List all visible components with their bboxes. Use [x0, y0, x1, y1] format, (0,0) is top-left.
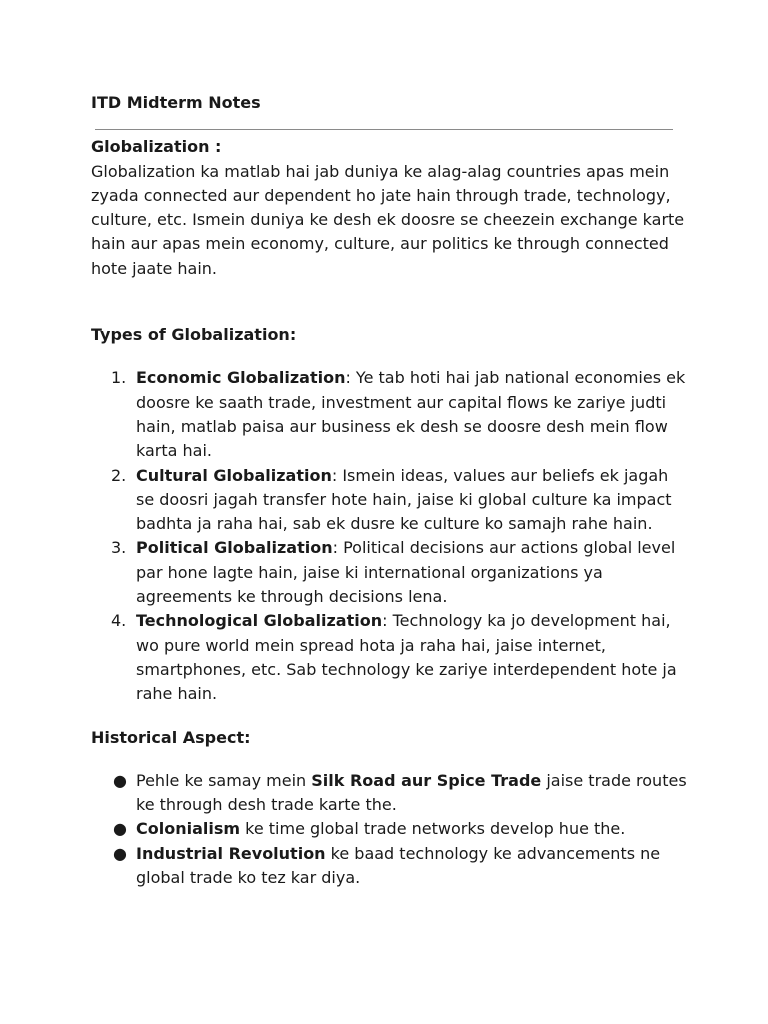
list-number: 2. [111, 465, 127, 485]
types-heading: Types of Globalization: [91, 325, 297, 345]
bullet-icon: ● [113, 770, 127, 790]
list-item [91, 817, 691, 841]
list-number: 3. [111, 538, 127, 558]
list-item-term: Political Globalization [136, 538, 333, 558]
list-item-description: : Technology ka jo development hai, wo pure world mein spread hota ja raha hai, jaise internet, smartphones, etc. Sab technology ke zariye interdependent hote ja rahe hain. [136, 611, 677, 704]
list-item [91, 366, 691, 463]
list-item [91, 464, 691, 537]
list-item-text-pre: Pehle ke samay mein [136, 770, 312, 790]
list-item-bold: Industrial Revolution [136, 843, 326, 863]
list-item-text-post: jaise trade routes ke through desh trade karte the. [136, 770, 687, 815]
title-divider [95, 129, 673, 130]
types-list [91, 366, 691, 706]
document-content [91, 91, 691, 890]
list-item-description: : Political decisions aur actions global level par hone lagte hain, jaise ki international organizations ya agreements ke through decisions lena. [136, 538, 676, 607]
bullet-icon: ● [113, 819, 127, 839]
list-item [91, 536, 691, 609]
list-item-text-post: ke baad technology ke advancements ne global trade ko tez kar diya. [136, 843, 661, 888]
list-item [91, 609, 691, 706]
list-item-bold: Silk Road aur Spice Trade [311, 770, 542, 790]
historical-list [91, 769, 691, 890]
list-item-term: Economic Globalization [136, 368, 346, 388]
document-title: ITD Midterm Notes [91, 93, 261, 112]
list-item-description: : Ye tab hoti hai jab national economies ek doosre ke saath trade, investment aur capital flows ke zariye judti hain, matlab paisa aur business ek desh se doosre desh mein flow karta hai. [136, 368, 686, 461]
list-item [91, 769, 691, 818]
list-item-description: : Ismein ideas, values aur beliefs ek jagah se doosri jagah transfer hote hain, jaise ki global culture ka impact badhta ja raha hai, sab ek dusre ke culture ko samajh rahe hain. [136, 465, 672, 534]
list-item-text-post: ke time global trade networks develop hue the. [240, 819, 626, 839]
list-number: 4. [111, 611, 127, 631]
list-item-term: Cultural Globalization [136, 465, 332, 485]
list-item [91, 842, 691, 891]
list-item-term: Technological Globalization [136, 611, 383, 631]
globalization-heading: Globalization : [91, 137, 222, 157]
historical-heading: Historical Aspect: [91, 727, 251, 747]
list-item-bold: Colonialism [136, 819, 241, 839]
globalization-paragraph: Globalization ka matlab hai jab duniya ke alag-alag countries apas mein zyada connected aur dependent ho jate hain through trade, technology, culture, etc. Ismein duniya ke desh ek doosre se cheezein exchange karte hain aur apas mein economy, culture, aur politics ke through connected hote jaate hain. [91, 161, 685, 278]
list-number: 1. [111, 368, 127, 388]
bullet-icon: ● [113, 843, 127, 863]
